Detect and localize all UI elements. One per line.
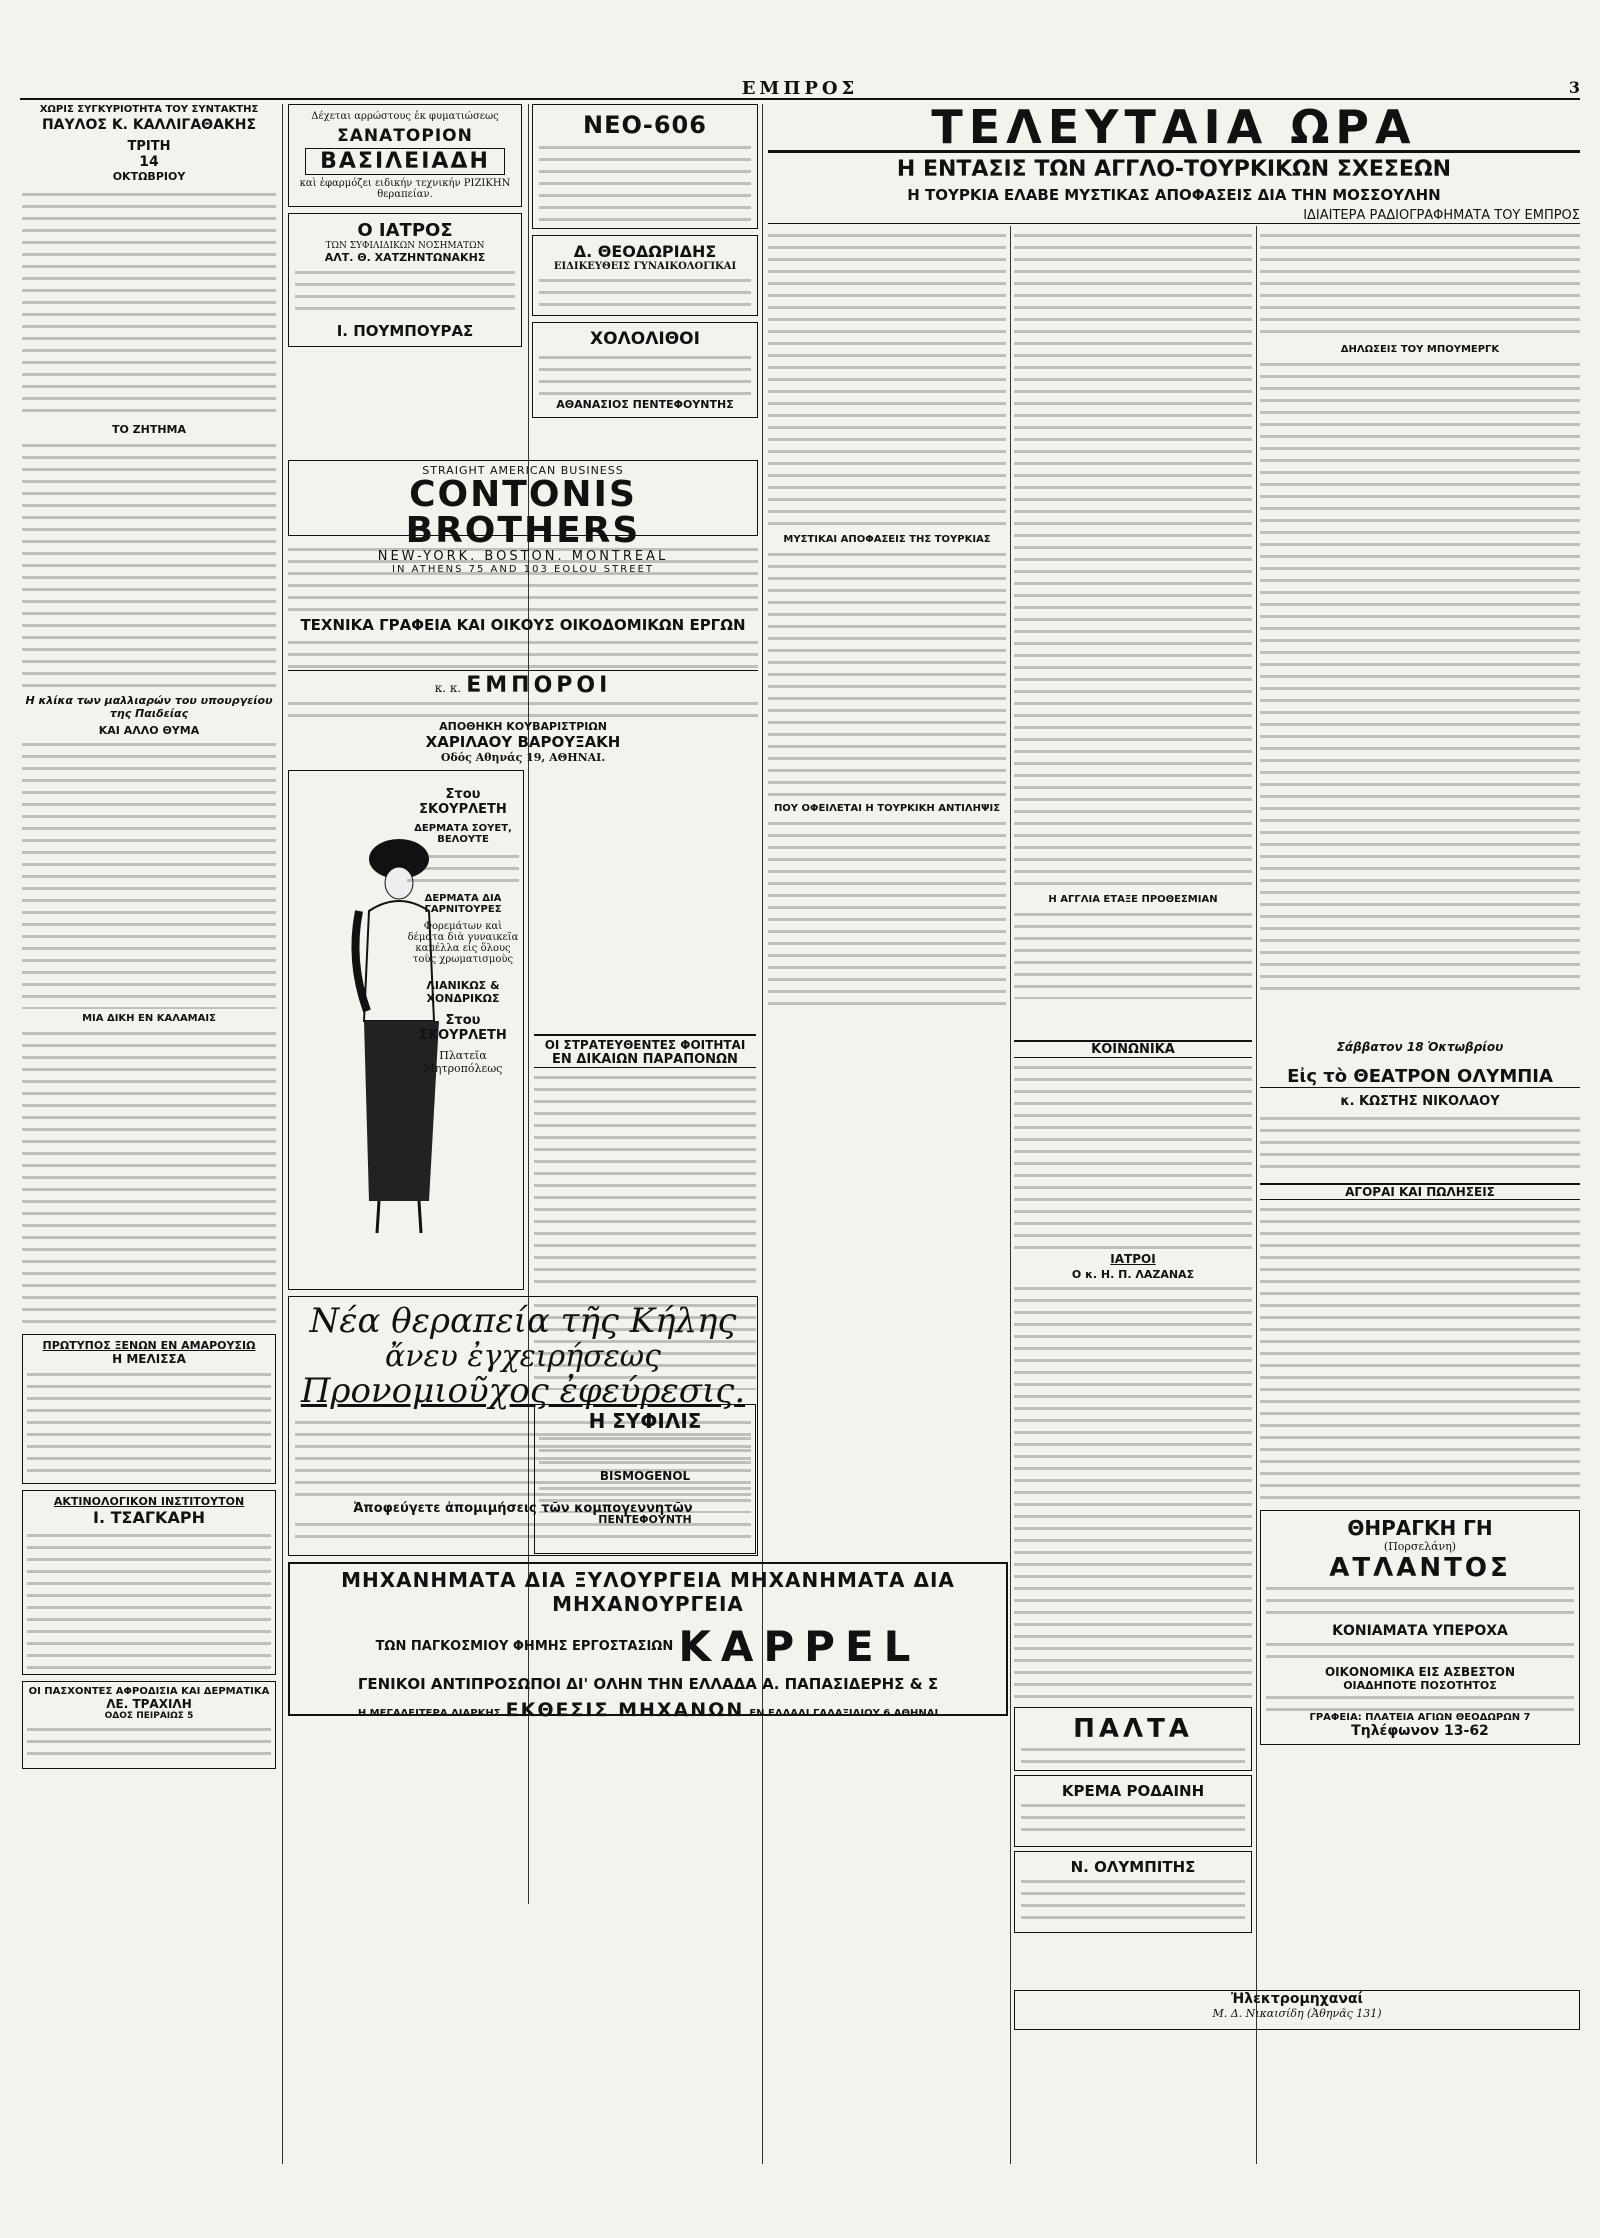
subhead: ΚΑΙ ΑΛΛΟ ΘΥΜΑ: [98, 724, 200, 737]
article-foitites: ΟΙ ΣΤΡΑΤΕΥΘΕΝΤΕΣ ΦΟΙΤΗΤΑΙ ΕΝ ΔΙΚΑΙΩΝ ΠΑΡΑΠΟΝΩΝ: [534, 1034, 756, 1294]
subhead: ΜΙΑ ΔΙΚΗ ΕΝ ΚΑΛΑΜΑΙΣ: [82, 1013, 216, 1024]
masthead: [20, 78, 1580, 100]
ad-syfilis: Η ΣΥΦΙΛΙΣ BISMOGENOL ΠΕΝΤΕΦΟΥΝΤΗ: [534, 1404, 756, 1554]
ad-iatros: Ο ΙΑΤΡΟΣ ΤΩΝ ΣΥΦΙΛΙΔΙΚΩΝ ΝΟΣΗΜΑΤΩΝ ΑΛΤ. Θ. ΧΑΤΖΗΝΤΩΝΑΚΗΣ Ι. ΠΟΥΜΠΟΥΡΑΣ: [288, 213, 522, 347]
ad-ilektro: Ἠλεκτρομηχαναί Μ. Δ. Νικαισίδη (Ἀθηνᾶς 131): [1014, 1990, 1580, 2030]
column-rule: [762, 104, 763, 2164]
article-foitites-cont: [534, 1300, 756, 1400]
column-editorial: [22, 104, 276, 2164]
ad-atlantos: ΘΗΡΑΓΚΗ ΓΗ (Πορσελάνη) ΑΤΛΑΝΤΟΣ ΚΟΝΙΑΜΑΤΑ ΥΠΕΡΟΧΑ ΟΙΚΟΝΟΜΙΚΑ ΕΙΣ ΑΣΒΕΣΤΟΝ ΟΙΑΔΗΠΟΤΕ ΠΟΣΟΤΗΤΟΣ ΓΡΑΦΕΙΑ: ΠΛΑΤΕΙΑ ΑΓΙΩΝ ΘΕΟΔΩΡΩΝ 7 Τηλέφωνον 13-62: [1260, 1510, 1580, 1745]
column-rule: [1010, 226, 1011, 2164]
ad-skourleti: Στου ΣΚΟΥΡΛΕΤΗ ΔΕΡΜΑΤΑ ΣΟΥΕΤ, ΒΕΛΟΥΤΕ ΔΕΡΜΑΤΑ ΔΙΑ ΓΑΡΝΙΤΟΥΡΕΣ Φορεμάτων καὶ δέματα διὰ γυναικεῖα καπέλλα εἰς ὅλους τοὺς χρωματισμοὺς ΛΙΑΝΙΚΩΣ & ΧΟΝΔΡΙΚΩΣ Στου ΣΚΟΥΡΛΕΤΗ Πλατεῖα Μητροπόλεως: [288, 770, 524, 1290]
subhead: ΤΟ ΖΗΤΗΜΑ: [111, 423, 187, 436]
news-col-a: ΜΥΣΤΙΚΑΙ ΑΠΟΦΑΣΕΙΣ ΤΗΣ ΤΟΥΡΚΙΑΣ ΠΟΥ ΟΦΕΙΛΕΤΑΙ Η ΤΟΥΡΚΙΚΗ ΑΝΤΙΛΗΨΙΣ: [768, 230, 1006, 1010]
column-rule: [1256, 226, 1257, 2164]
ad-kappel: ΜΗΧΑΝΗΜΑΤΑ ΔΙΑ ΞΥΛΟΥΡΓΕΙΑ ΜΗΧΑΝΗΜΑΤΑ ΔΙΑ ΜΗΧΑΝΟΥΡΓΕΙΑ ΤΩΝ ΠΑΓΚΟΣΜΙΟΥ ΦΗΜΗΣ ΕΡΓΟΣΤΑΣΙΩΝ KAPPEL ΓΕΝΙΚΟΙ ΑΝΤΙΠΡΟΣΩΠΟΙ ΔΙ' ΟΛΗΝ ΤΗΝ ΕΛΛΑΔΑ Α. ΠΑΠΑΣΙΔΕΡΗΣ & Σ Η ΜΕΓΑΛΕΙΤΕΡΑ ΔΙΑΡΚΗΣ ΕΚΘΕΣΙΣ ΜΗΧΑΝΩΝ ΕΝ ΕΛΛΑΔΙ ΓΑΛΑΞΙΔΙΟΥ 6 ΑΘΗΝΑΙ: [288, 1562, 1008, 1716]
ad-rodaini: ΚΡΕΜΑ ΡΟΔΑΙΝΗ: [1014, 1775, 1252, 1847]
article-text: [22, 189, 276, 419]
news-col-c: ΔΗΛΩΣΕΙΣ ΤΟΥ ΜΠΟΥΜΕΡΓΚ: [1260, 230, 1580, 1010]
ad-melissa: ΠΡΩΤΥΠΟΣ ΞΕΝΩΝ ΕΝ ΑΜΑΡΟΥΣΙΩ Η ΜΕΛΙΣΣΑ: [22, 1334, 276, 1484]
ad-emporoi: κ. κ. ΕΜΠΟΡΟΙ ΑΠΟΘΗΚΗ ΚΟΥΒΑΡΙΣΤΡΙΩΝ ΧΑΡΙΛΑΟΥ ΒΑΡΟΥΞΑΚΗ Οδός Αθηνάς 19, ΑΘΗΝΑΙ.: [288, 670, 758, 764]
article-text: [22, 440, 276, 690]
ad-sanatorium: Δέχεται αρρώστους ἐκ φυματιώσεως ΣΑΝΑΤΟΡΙΟΝ ΒΑΣΙΛΕΙΑΔΗ καὶ ἐφαρμόζει ειδικήν τεχνικήν ΡΙΖΙΚΗΝ θεραπείαν.: [288, 104, 522, 207]
ad-kili: Νέα θεραπεία τῆς Κήλης ἄνευ ἐγχειρήσεως Προνομιοῦχος ἐφεύρεσις. Ἀποφεύγετε ἀπομιμήσεις τῶν κομπογεννητῶν: [288, 1296, 758, 1556]
ad-theodoridis: Δ. ΘΕΟΔΩΡΙΔΗΣ ΕΙΔΙΚΕΥΘΕΙΣ ΓΥΝΑΙΚΟΛΟΓΙΚΑΙ: [532, 235, 758, 316]
news-col-b: Η ΑΓΓΛΙΑ ΕΤΑΞΕ ΠΡΟΘΕΣΜΙΑΝ: [1014, 230, 1252, 1010]
column-ads-left: [288, 104, 522, 504]
subheadline-2: Η ΤΟΥΡΚΙΑ ΕΛΑΒΕ ΜΥΣΤΙΚΑΣ ΑΠΟΦΑΣΕΙΣ ΔΙΑ ΤΗΝ ΜΟΣΣΟΥΛΗΝ: [907, 186, 1441, 204]
ad-afrodisia: ΟΙ ΠΑΣΧΟΝΤΕΣ ΑΦΡΟΔΙΣΙΑ ΚΑΙ ΔΕΡΜΑΤΙΚΑ ΛΕ. ΤΡΑΧΙΛΗ ΟΔΟΣ ΠΕΙΡΑΙΩΣ 5: [22, 1681, 276, 1769]
column-koinonika: ΚΟΙΝΩΝΙΚΑ ΙΑΤΡΟΙ Ο κ. Η. Π. ΛΑΖΑΝΑΣ ΠΑΛΤΑ ΚΡΕΜΑ ΡΟΔΑΙΝΗ Ν. ΟΛΥΜΠΙΤΗΣ: [1014, 1040, 1252, 2040]
ad-xololithoi: ΧΟΛΟΛΙΘΟΙ ΑΘΑΝΑΣΙΟΣ ΠΕΝΤΕΦΟΥΝΤΗΣ: [532, 322, 758, 418]
subheadline: Η ΕΝΤΑΣΙΣ ΤΩΝ ΑΓΓΛΟ-ΤΟΥΡΚΙΚΩΝ ΣΧΕΣΕΩΝ: [896, 157, 1452, 182]
ad-xray-institute: ΑΚΤΙΝΟΛΟΓΙΚΟΝ ΙΝΣΤΙΤΟΥΤΟΝ Ι. ΤΣΑΓΚΑΡΗ: [22, 1490, 276, 1675]
ad-headline: Στου ΣΚΟΥΡΛΕΤΗ: [419, 787, 507, 817]
article-text: [22, 739, 276, 1009]
headline: ΤΕΛΕΥΤΑΙΑ ΩΡΑ: [768, 104, 1580, 153]
ad-olympitis: Ν. ΟΛΥΜΠΙΤΗΣ: [1014, 1851, 1252, 1933]
article-text: [22, 1028, 276, 1328]
column-classifieds: Σάββατον 18 Ὀκτωβρίου Εἰς τὸ ΘΕΑΤΡΟΝ ΟΛΥΜΠΙΑ κ. ΚΩΣΤΗΣ ΝΙΚΟΛΑΟΥ ΑΓΟΡΑΙ ΚΑΙ ΠΩΛΗΣΕΙΣ ΘΗΡΑΓΚΗ ΓΗ (Πορσελάνη) ΑΤΛΑΝΤΟΣ ΚΟΝΙΑΜΑΤΑ ΥΠΕΡΟΧΑ ΟΙΚΟΝΟΜΙΚΑ ΕΙΣ ΑΣΒΕΣΤΟΝ ΟΙΑΔΗΠΟΤΕ ΠΟΣΟΤΗΤΟΣ ΓΡΑΦΕΙΑ: ΠΛΑΤΕΙΑ ΑΓΙΩΝ ΘΕΟΔΩΡΩΝ 7 Τηλέφωνον 13-62: [1260, 1040, 1580, 2040]
column-rule: [282, 104, 283, 2164]
ad-palta: ΠΑΛΤΑ: [1014, 1707, 1252, 1771]
author: ΠΑΥΛΟΣ Κ. ΚΑΛΛΙΓΑΘΑΚΗΣ: [41, 117, 257, 133]
subhead: Η κλίκα των μαλλιαρών του υπουργείου της Παιδείας: [25, 694, 273, 720]
ad-neo606: ΝΕΟ-606: [532, 104, 758, 229]
masthead-title: ΕΜΠΡΟΣ: [741, 78, 859, 99]
date-number: 14: [139, 154, 159, 170]
ad-technika: ΤΕΧΝΙΚΑ ΓΡΑΦΕΙΑ ΚΑΙ ΟΙΚΟΥΣ ΟΙΚΟΔΟΜΙΚΩΝ ΕΡΓΩΝ: [288, 544, 758, 664]
subheadline-3: ΙΔΙΑΙΤΕΡΑ ΡΑΔΙΟΓΡΑΦΗΜΑΤΑ ΤΟΥ ΕΜΠΡΟΣ: [768, 208, 1580, 224]
headline-block: [768, 100, 1580, 224]
weekday: ΤΡΙΤΗ: [127, 139, 171, 154]
month: ΟΚΤΩΒΡΙΟΥ: [112, 170, 186, 183]
kicker: ΧΩΡΙΣ ΣΥΓΚΥΡΙΟΤΗΤΑ ΤΟΥ ΣΥΝΤΑΚΤΗΣ: [39, 104, 259, 115]
ad-contonis: STRAIGHT AMERICAN BUSINESS CONTONIS BROTHERS NEW-YORK. BOSTON. MONTREAL IN ATHENS 75 AND 103 EOLOU STREET: [288, 460, 758, 536]
page-number: 3: [1568, 78, 1580, 97]
